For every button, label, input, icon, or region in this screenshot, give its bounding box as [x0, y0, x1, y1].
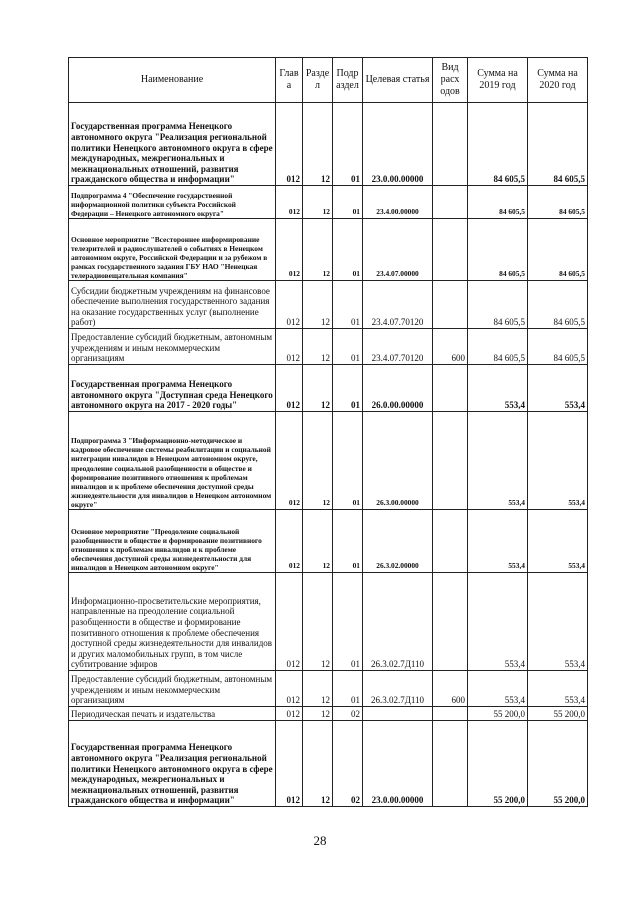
- row-sum-2020: 84 605,5: [528, 329, 588, 365]
- row-sum-2020: 553,4: [528, 573, 588, 671]
- row-name: Государственная программа Ненецкого автономного округа "Доступная среда Ненецкого автономного округа на 2017 - 2020 годы": [69, 365, 276, 412]
- row-podrazdel: 01: [333, 281, 363, 329]
- row-razdel: 12: [303, 671, 333, 707]
- header-target: Целевая статья: [363, 58, 433, 103]
- row-sum-2020: 55 200,0: [528, 707, 588, 721]
- row-target: 23.4.00.00000: [363, 186, 433, 219]
- row-sum-2020: 553,4: [528, 510, 588, 573]
- table-row: [69, 365, 588, 412]
- header-glava: Глав а: [276, 58, 303, 103]
- row-razdel: 12: [303, 573, 333, 671]
- row-sum-2020: 84 605,5: [528, 219, 588, 281]
- row-vid: [433, 510, 468, 573]
- row-name: Государственная программа Ненецкого автономного округа "Реализация региональной политики Ненецкого автономного округа в сфере международных, межрегиональных и межнациональных отношений, развития гражданского общества и информации": [69, 721, 276, 807]
- row-target: 26.0.00.00000: [363, 365, 433, 412]
- row-glava: 012: [276, 186, 303, 219]
- row-podrazdel: 02: [333, 721, 363, 807]
- table-row: [69, 103, 588, 186]
- row-razdel: 12: [303, 721, 333, 807]
- table-row: [69, 510, 588, 573]
- row-sum-2020: 84 605,5: [528, 103, 588, 186]
- row-vid: [433, 219, 468, 281]
- table-header-row: [69, 58, 588, 103]
- row-sum-2019: 84 605,5: [468, 186, 528, 219]
- row-name: Субсидии бюджетным учреждениям на финансовое обеспечение выполнения государственного задания на оказание государственных услуг (выполнение работ): [69, 281, 276, 329]
- row-vid: [433, 186, 468, 219]
- table-row: [69, 573, 588, 671]
- row-sum-2019: 84 605,5: [468, 329, 528, 365]
- row-vid: [433, 365, 468, 412]
- row-sum-2019: 55 200,0: [468, 707, 528, 721]
- table-row: [69, 412, 588, 510]
- row-podrazdel: 01: [333, 186, 363, 219]
- row-glava: 012: [276, 671, 303, 707]
- row-name: Предоставление субсидий бюджетным, автономным учреждениям и иным некоммерческим организациям: [69, 329, 276, 365]
- row-sum-2019: 553,4: [468, 573, 528, 671]
- row-target: 26.3.02.7Д110: [363, 671, 433, 707]
- row-glava: 012: [276, 281, 303, 329]
- row-sum-2019: 55 200,0: [468, 721, 528, 807]
- row-sum-2019: 553,4: [468, 412, 528, 510]
- header-sum-2020: Сумма на 2020 год: [528, 58, 588, 103]
- row-razdel: 12: [303, 186, 333, 219]
- header-razdel: Разде л: [303, 58, 333, 103]
- row-sum-2020: 84 605,5: [528, 186, 588, 219]
- table-row: [69, 707, 588, 721]
- row-target: 23.4.07.00000: [363, 219, 433, 281]
- row-razdel: 12: [303, 103, 333, 186]
- row-razdel: 12: [303, 510, 333, 573]
- table-row: [69, 186, 588, 219]
- row-name: Предоставление субсидий бюджетным, автономным учреждениям и иным некоммерческим организациям: [69, 671, 276, 707]
- row-sum-2020: 553,4: [528, 412, 588, 510]
- row-podrazdel: 01: [333, 103, 363, 186]
- row-razdel: 12: [303, 329, 333, 365]
- table-row: [69, 329, 588, 365]
- row-razdel: 12: [303, 365, 333, 412]
- row-target: 23.4.07.70120: [363, 329, 433, 365]
- row-glava: 012: [276, 707, 303, 721]
- row-glava: 012: [276, 721, 303, 807]
- row-sum-2019: 553,4: [468, 510, 528, 573]
- row-vid: [433, 281, 468, 329]
- header-podrazdel: Подр аздел: [333, 58, 363, 103]
- row-name: Периодическая печать и издательства: [69, 707, 276, 721]
- budget-table: [68, 57, 588, 807]
- row-razdel: 12: [303, 219, 333, 281]
- row-vid: 600: [433, 671, 468, 707]
- row-podrazdel: 01: [333, 329, 363, 365]
- row-razdel: 12: [303, 707, 333, 721]
- row-sum-2019: 84 605,5: [468, 103, 528, 186]
- row-glava: 012: [276, 329, 303, 365]
- row-vid: [433, 573, 468, 671]
- row-podrazdel: 01: [333, 219, 363, 281]
- row-name: Информационно-просветительские мероприятия, направленные на преодоление социальной разобщенности в обществе и формирование позитивного отношения к проблеме обеспечения доступной среды жизнедеятельности для инвалидов и других маломобильных групп, в том числе субтитрование эфиров: [69, 573, 276, 671]
- row-podrazdel: 02: [333, 707, 363, 721]
- row-target: 23.0.00.00000: [363, 721, 433, 807]
- row-target: 26.3.00.00000: [363, 412, 433, 510]
- row-glava: 012: [276, 103, 303, 186]
- row-name: Основное мероприятие "Всестороннее информирование телезрителей и радиослушателей о событиях в Ненецком автономном округе, Российской Федерации и за рубежом в рамках государственного задания ГБУ НАО "Ненецкая телерадиовещательная компания": [69, 219, 276, 281]
- row-name: Подпрограмма 3 "Информационно-методическое и кадровое обеспечение системы реабилитации и социальной интеграции инвалидов в Ненецком автономном округе, преодоление социальной разобщенности в обществе и формирование позитивного отношения к проблемам инвалидов и к проблеме обеспечения доступной среды жизнедеятельности для инвалидов в Ненецком автономном округе": [69, 412, 276, 510]
- table-row: [69, 219, 588, 281]
- row-podrazdel: 01: [333, 412, 363, 510]
- table-row: [69, 281, 588, 329]
- row-target: 23.0.00.00000: [363, 103, 433, 186]
- row-target: 26.3.02.00000: [363, 510, 433, 573]
- row-sum-2019: 553,4: [468, 671, 528, 707]
- row-vid: [433, 103, 468, 186]
- row-razdel: 12: [303, 412, 333, 510]
- row-name: Подпрограмма 4 "Обеспечение государственной информационной политики субъекта Российской Федерации – Ненецкого автономного округа": [69, 186, 276, 219]
- row-target: [363, 707, 433, 721]
- row-name: Основное мероприятие "Преодоление социальной разобщенности в обществе и формирование позитивного отношения к проблемам инвалидов и к проблеме обеспечения доступной среды жизнедеятельности для инвалидов в Ненецком автономном округе": [69, 510, 276, 573]
- row-glava: 012: [276, 365, 303, 412]
- row-glava: 012: [276, 219, 303, 281]
- row-name: Государственная программа Ненецкого автономного округа "Реализация региональной политики Ненецкого автономного округа в сфере международных, межрегиональных и межнациональных отношений, развития гражданского общества и информации": [69, 103, 276, 186]
- row-razdel: 12: [303, 281, 333, 329]
- row-glava: 012: [276, 412, 303, 510]
- row-vid: [433, 412, 468, 510]
- row-glava: 012: [276, 573, 303, 671]
- row-target: 26.3.02.7Д110: [363, 573, 433, 671]
- row-vid: [433, 721, 468, 807]
- row-podrazdel: 01: [333, 573, 363, 671]
- row-podrazdel: 01: [333, 365, 363, 412]
- table-row: [69, 721, 588, 807]
- row-sum-2019: 84 605,5: [468, 219, 528, 281]
- row-sum-2020: 84 605,5: [528, 281, 588, 329]
- page-number: 28: [313, 833, 327, 848]
- row-target: 23.4.07.70120: [363, 281, 433, 329]
- row-sum-2020: 553,4: [528, 365, 588, 412]
- row-sum-2020: 553,4: [528, 671, 588, 707]
- table-row: [69, 671, 588, 707]
- row-sum-2020: 55 200,0: [528, 721, 588, 807]
- row-glava: 012: [276, 510, 303, 573]
- row-sum-2019: 84 605,5: [468, 281, 528, 329]
- header-expense-type: Вид расх одов: [433, 58, 468, 103]
- row-podrazdel: 01: [333, 671, 363, 707]
- row-podrazdel: 01: [333, 510, 363, 573]
- header-name: Наименование: [69, 58, 276, 103]
- row-vid: 600: [433, 329, 468, 365]
- row-vid: [433, 707, 468, 721]
- row-sum-2019: 553,4: [468, 365, 528, 412]
- header-sum-2019: Сумма на 2019 год: [468, 58, 528, 103]
